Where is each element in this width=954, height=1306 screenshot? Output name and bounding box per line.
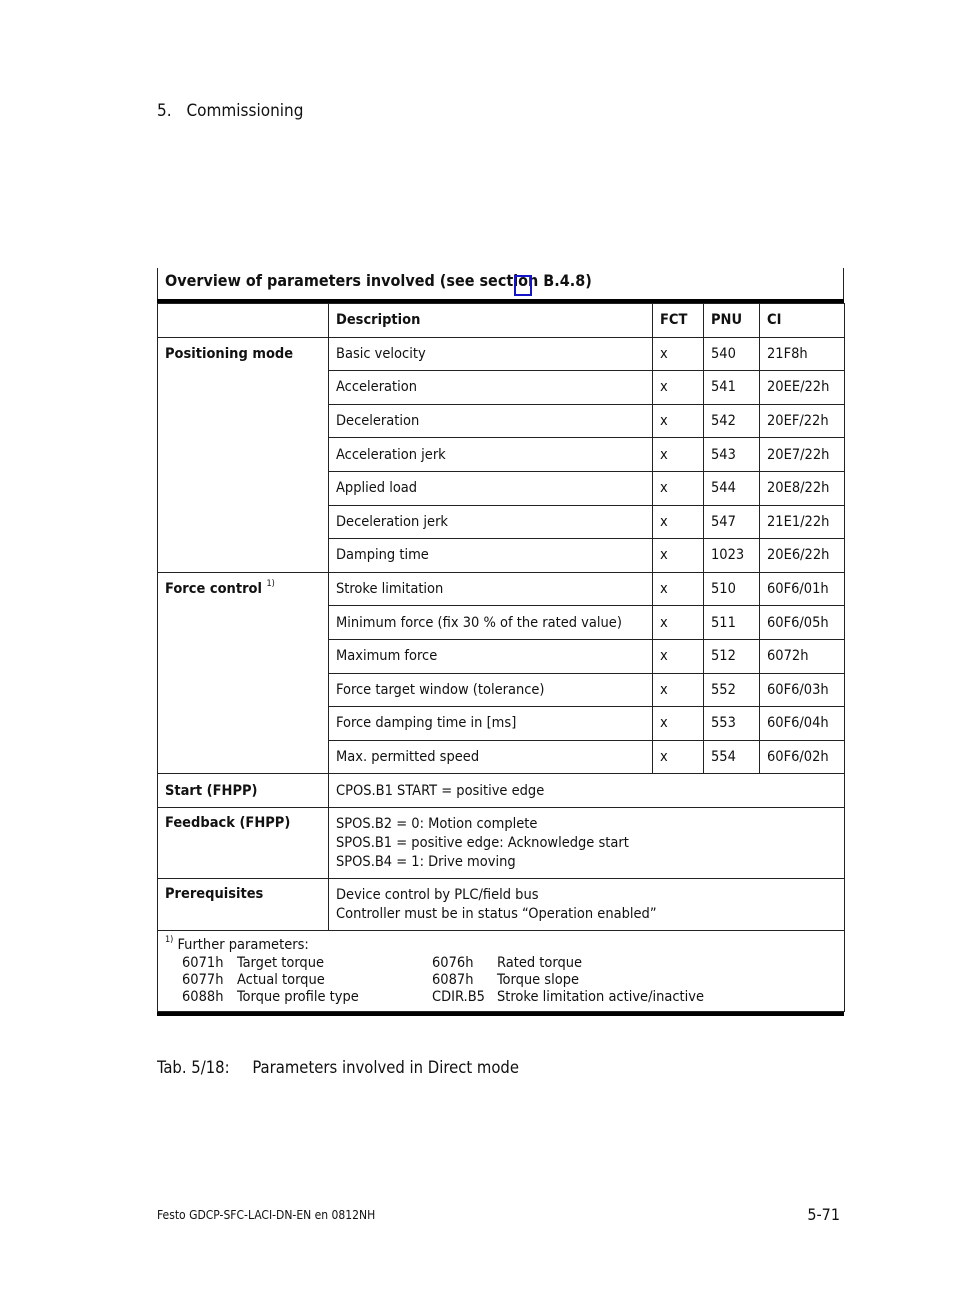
cell-pnu: 554	[704, 740, 760, 774]
cell-description: Minimum force (fix 30 % of the rated value)	[329, 606, 653, 640]
cell-fct: x	[653, 337, 704, 371]
cell-fct: x	[653, 371, 704, 405]
footer-page-number: 5-71	[807, 1205, 840, 1224]
cell-ci: 6072h	[760, 639, 845, 673]
cell-ci: 60F6/01h	[760, 572, 845, 606]
info-value	[329, 807, 845, 878]
param-code: 6077h	[182, 971, 224, 988]
cell-pnu: 547	[704, 505, 760, 539]
cell-description: Acceleration	[329, 371, 653, 405]
section-heading	[157, 101, 303, 121]
footnote-title: Further parameters:	[177, 936, 309, 953]
cell-pnu: 543	[704, 438, 760, 472]
param-name: Stroke limitation active/inactive	[497, 988, 705, 1005]
footnote-marker: 1)	[165, 934, 174, 945]
cell-description: Maximum force	[329, 639, 653, 673]
column-header: CI	[760, 304, 845, 338]
info-value	[329, 774, 845, 808]
cell-ci: 60F6/03h	[760, 673, 845, 707]
cell-fct: x	[653, 673, 704, 707]
cell-pnu: 542	[704, 404, 760, 438]
cell-description: Deceleration jerk	[329, 505, 653, 539]
caption-label: Tab. 5/18:	[157, 1058, 230, 1077]
group-label: Force control	[165, 580, 262, 597]
param-name: Torque slope	[497, 971, 580, 988]
footnote-marker: 1)	[266, 578, 275, 589]
param-code: 6076h	[432, 954, 474, 971]
info-label: Prerequisites	[158, 878, 329, 930]
group-label: Positioning mode	[165, 345, 294, 362]
cell-pnu: 544	[704, 471, 760, 505]
cell-fct: x	[653, 639, 704, 673]
text-cursor-highlight	[514, 275, 532, 296]
param-name: Actual torque	[237, 971, 325, 988]
cell-ci: 20EF/22h	[760, 404, 845, 438]
param-code: CDIR.B5	[432, 988, 485, 1005]
cell-pnu: 511	[704, 606, 760, 640]
group-label-cell	[158, 337, 329, 572]
table-title-text: Overview of parameters involved (see section B.4.8)	[165, 271, 592, 290]
cell-pnu: 541	[704, 371, 760, 405]
cell-pnu: 510	[704, 572, 760, 606]
section-number: 5.	[157, 101, 172, 121]
table-row	[158, 572, 845, 606]
column-header: FCT	[653, 304, 704, 338]
table-row	[158, 337, 845, 371]
param-code: 6088h	[182, 988, 224, 1005]
table-header-row	[158, 304, 845, 338]
caption-text: Parameters involved in Direct mode	[252, 1058, 519, 1077]
cell-fct: x	[653, 438, 704, 472]
info-line: SPOS.B1 = positive edge: Acknowledge start	[336, 834, 629, 851]
cell-pnu: 512	[704, 639, 760, 673]
info-label: Start (FHPP)	[158, 774, 329, 808]
cell-ci: 21F8h	[760, 337, 845, 371]
cell-fct: x	[653, 471, 704, 505]
parameters-grid	[157, 303, 845, 1012]
table-bottom-rule	[157, 1012, 844, 1016]
cell-fct: x	[653, 572, 704, 606]
cell-ci: 60F6/02h	[760, 740, 845, 774]
cell-description: Basic velocity	[329, 337, 653, 371]
column-header: PNU	[704, 304, 760, 338]
table-caption	[157, 1058, 519, 1077]
parameters-table	[157, 268, 844, 1016]
info-row	[158, 878, 845, 930]
group-label-cell	[158, 572, 329, 774]
info-value	[329, 878, 845, 930]
cell-ci: 20E7/22h	[760, 438, 845, 472]
info-row	[158, 774, 845, 808]
section-title: Commissioning	[186, 101, 304, 121]
cell-pnu: 1023	[704, 539, 760, 573]
param-name: Rated torque	[497, 954, 583, 971]
cell-fct: x	[653, 539, 704, 573]
cell-description: Stroke limitation	[329, 572, 653, 606]
cell-fct: x	[653, 404, 704, 438]
param-code: 6087h	[432, 971, 474, 988]
footer-document-id: Festo GDCP-SFC-LACI-DN-EN en 0812NH	[157, 1208, 376, 1222]
param-code: 6071h	[182, 954, 224, 971]
info-line: SPOS.B4 = 1: Drive moving	[336, 853, 516, 870]
cell-description: Force damping time in [ms]	[329, 707, 653, 741]
cell-pnu: 552	[704, 673, 760, 707]
cell-fct: x	[653, 740, 704, 774]
footnote-title-line	[165, 934, 837, 953]
cell-fct: x	[653, 505, 704, 539]
info-line: SPOS.B2 = 0: Motion complete	[336, 815, 538, 832]
cell-description: Force target window (tolerance)	[329, 673, 653, 707]
info-row	[158, 807, 845, 878]
cell-ci: 20EE/22h	[760, 371, 845, 405]
cell-ci: 20E6/22h	[760, 539, 845, 573]
cell-description: Damping time	[329, 539, 653, 573]
cell-description: Acceleration jerk	[329, 438, 653, 472]
info-label: Feedback (FHPP)	[158, 807, 329, 878]
cell-ci: 60F6/05h	[760, 606, 845, 640]
cell-description: Deceleration	[329, 404, 653, 438]
cell-ci: 21E1/22h	[760, 505, 845, 539]
column-header	[158, 304, 329, 338]
cell-pnu: 553	[704, 707, 760, 741]
cell-pnu: 540	[704, 337, 760, 371]
cell-ci: 60F6/04h	[760, 707, 845, 741]
cell-description: Max. permitted speed	[329, 740, 653, 774]
info-line: CPOS.B1 START = positive edge	[336, 782, 545, 799]
info-line: Device control by PLC/field bus	[336, 886, 539, 903]
cell-fct: x	[653, 707, 704, 741]
info-line: Controller must be in status “Operation enabled”	[336, 905, 657, 922]
footnote-cell	[158, 930, 845, 1011]
cell-description: Applied load	[329, 471, 653, 505]
cell-ci: 20E8/22h	[760, 471, 845, 505]
footnote-row	[158, 930, 845, 1011]
further-parameters-list	[182, 955, 837, 1005]
param-name: Target torque	[237, 954, 325, 971]
cell-fct: x	[653, 606, 704, 640]
param-name: Torque profile type	[237, 988, 359, 1005]
column-header: Description	[329, 304, 653, 338]
table-title	[157, 268, 844, 299]
